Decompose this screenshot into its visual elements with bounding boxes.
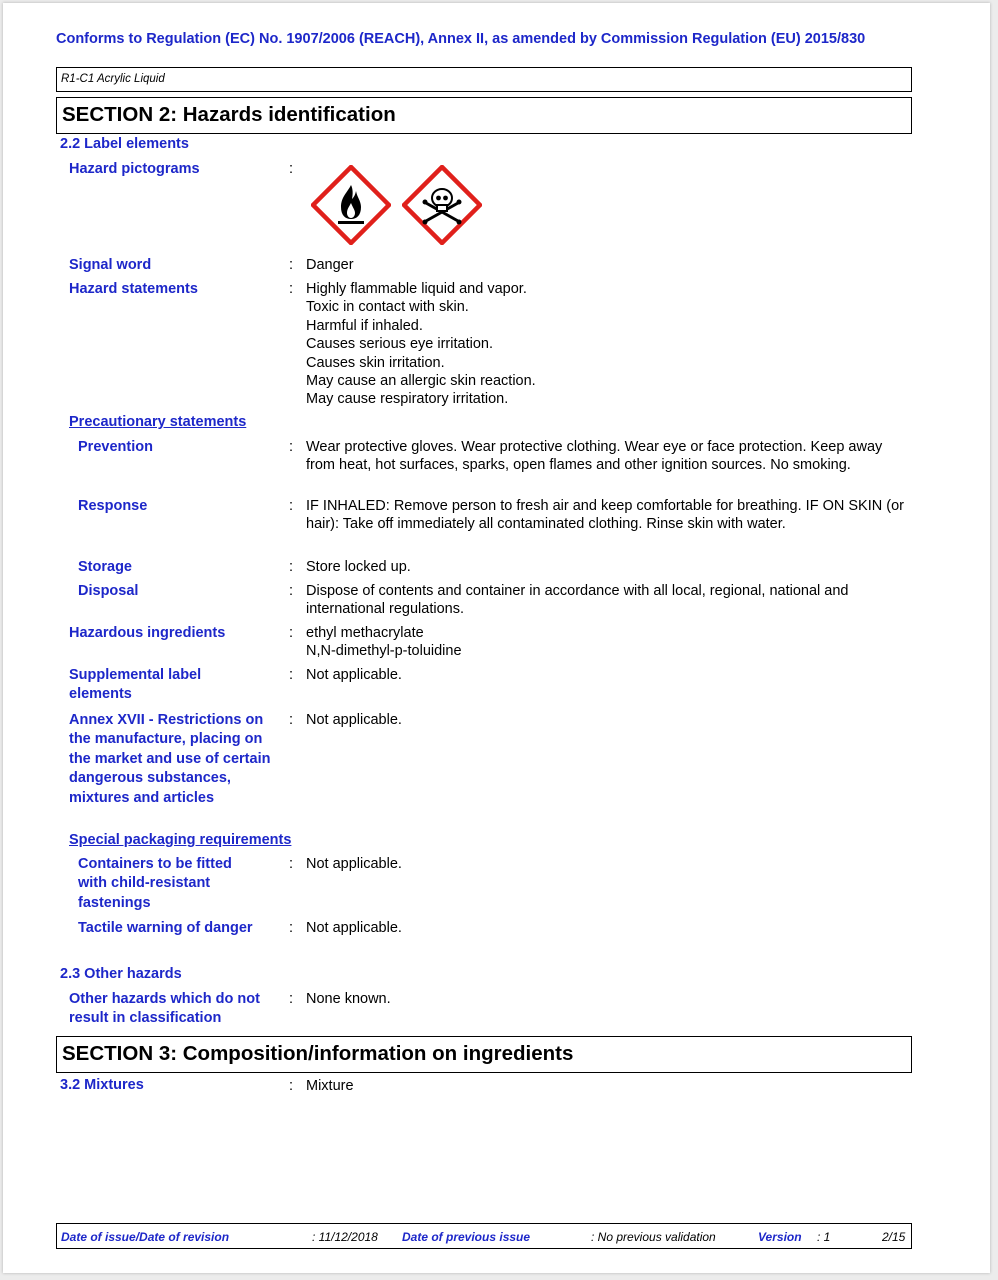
annex-xvii-label: Annex XVII - Restrictions on the manufacture, placing on the market and use of certain dangerous substances, mixtures and articles (69, 712, 271, 806)
response-label: Response (78, 498, 148, 514)
colon: : (289, 583, 294, 599)
colon: : (289, 1078, 294, 1094)
other-hazards-label: Other hazards which do not result in classification (69, 991, 260, 1027)
issue-date-label: Date of issue/Date of revision (61, 1230, 230, 1244)
prevention-value: Wear protective gloves. Wear protective clothing. Wear eye or face protection. Keep away from heat, hot surfaces, sparks, open flames and other ignition sources. No smoking. (306, 439, 883, 474)
mixtures-label: 3.2 Mixtures (60, 1077, 144, 1093)
page-number: 2/15 (882, 1230, 906, 1244)
previous-issue-label: Date of previous issue (402, 1230, 531, 1244)
version-label: Version (758, 1230, 802, 1244)
section-2-title: SECTION 2: Hazards identification (56, 97, 912, 134)
mixtures-value: Mixture (306, 1078, 354, 1094)
other-hazards-value: None known. (306, 991, 391, 1007)
subsection-label-elements: 2.2 Label elements (60, 136, 189, 152)
colon: : (289, 667, 294, 683)
containers-label: Containers to be fitted with child-resistant fastenings (78, 856, 232, 911)
previous-issue-value: : No previous validation (591, 1230, 716, 1244)
ingredient: ethyl methacrylate (306, 625, 424, 641)
tactile-warning-label: Tactile warning of danger (78, 920, 253, 936)
colon: : (289, 625, 294, 641)
product-name: R1-C1 Acrylic Liquid (56, 67, 912, 92)
hazard-statements-list (306, 280, 906, 409)
storage-label: Storage (78, 559, 132, 575)
hazard-pictograms-label: Hazard pictograms (69, 161, 200, 177)
hazard-statement: Causes skin irritation. (306, 354, 445, 371)
colon: : (289, 281, 294, 297)
signal-word-value: Danger (306, 257, 354, 273)
subsection-other-hazards: 2.3 Other hazards (60, 966, 182, 982)
disposal-label: Disposal (78, 583, 139, 599)
containers-value: Not applicable. (306, 856, 402, 872)
colon: : (289, 161, 294, 177)
page-footer (56, 1223, 912, 1249)
colon: : (289, 920, 294, 936)
precautionary-statements-heading: Precautionary statements (69, 414, 247, 430)
skull-crossbones-pictogram-icon (402, 165, 482, 245)
storage-value: Store locked up. (306, 559, 411, 575)
hazardous-ingredients-list (306, 624, 906, 661)
colon: : (289, 991, 294, 1007)
annex-xvii-value: Not applicable. (306, 712, 402, 728)
sds-page (3, 3, 990, 1273)
version-value: : 1 (817, 1230, 831, 1244)
hazard-statement: Harmful if inhaled. (306, 317, 423, 334)
colon: : (289, 439, 294, 455)
hazardous-ingredients-label: Hazardous ingredients (69, 625, 226, 641)
ingredient: N,N-dimethyl-p-toluidine (306, 643, 462, 660)
prevention-label: Prevention (78, 439, 153, 455)
flame-pictogram-icon (311, 165, 391, 245)
colon: : (289, 712, 294, 728)
tactile-warning-value: Not applicable. (306, 920, 402, 936)
issue-date-value: : 11/12/2018 (312, 1230, 378, 1244)
response-value: IF INHALED: Remove person to fresh air and keep comfortable for breathing. IF ON SKIN (or hair): Take off immediately all contaminated clothing. Rinse skin with water. (306, 498, 904, 533)
special-packaging-heading: Special packaging requirements (69, 832, 292, 848)
section-3-title: SECTION 3: Composition/information on ingredients (56, 1036, 912, 1073)
signal-word-label: Signal word (69, 257, 152, 273)
colon: : (289, 856, 294, 872)
colon: : (289, 498, 294, 514)
hazard-statement: Toxic in contact with skin. (306, 299, 469, 316)
disposal-value: Dispose of contents and container in accordance with all local, regional, national and international regulations. (306, 583, 849, 618)
hazard-statement: May cause an allergic skin reaction. (306, 373, 536, 390)
colon: : (289, 257, 294, 273)
hazard-statement: Highly flammable liquid and vapor. (306, 281, 527, 297)
hazard-statements-label: Hazard statements (69, 281, 198, 297)
colon: : (289, 559, 294, 575)
supplemental-label: Supplemental label elements (69, 667, 202, 703)
hazard-statement: May cause respiratory irritation. (306, 391, 509, 408)
hazard-statement: Causes serious eye irritation. (306, 336, 493, 353)
regulation-header: Conforms to Regulation (EC) No. 1907/2006 (REACH), Annex II, as amended by Commission Regulation (EU) 2015/830 (56, 31, 866, 47)
supplemental-value: Not applicable. (306, 667, 402, 683)
